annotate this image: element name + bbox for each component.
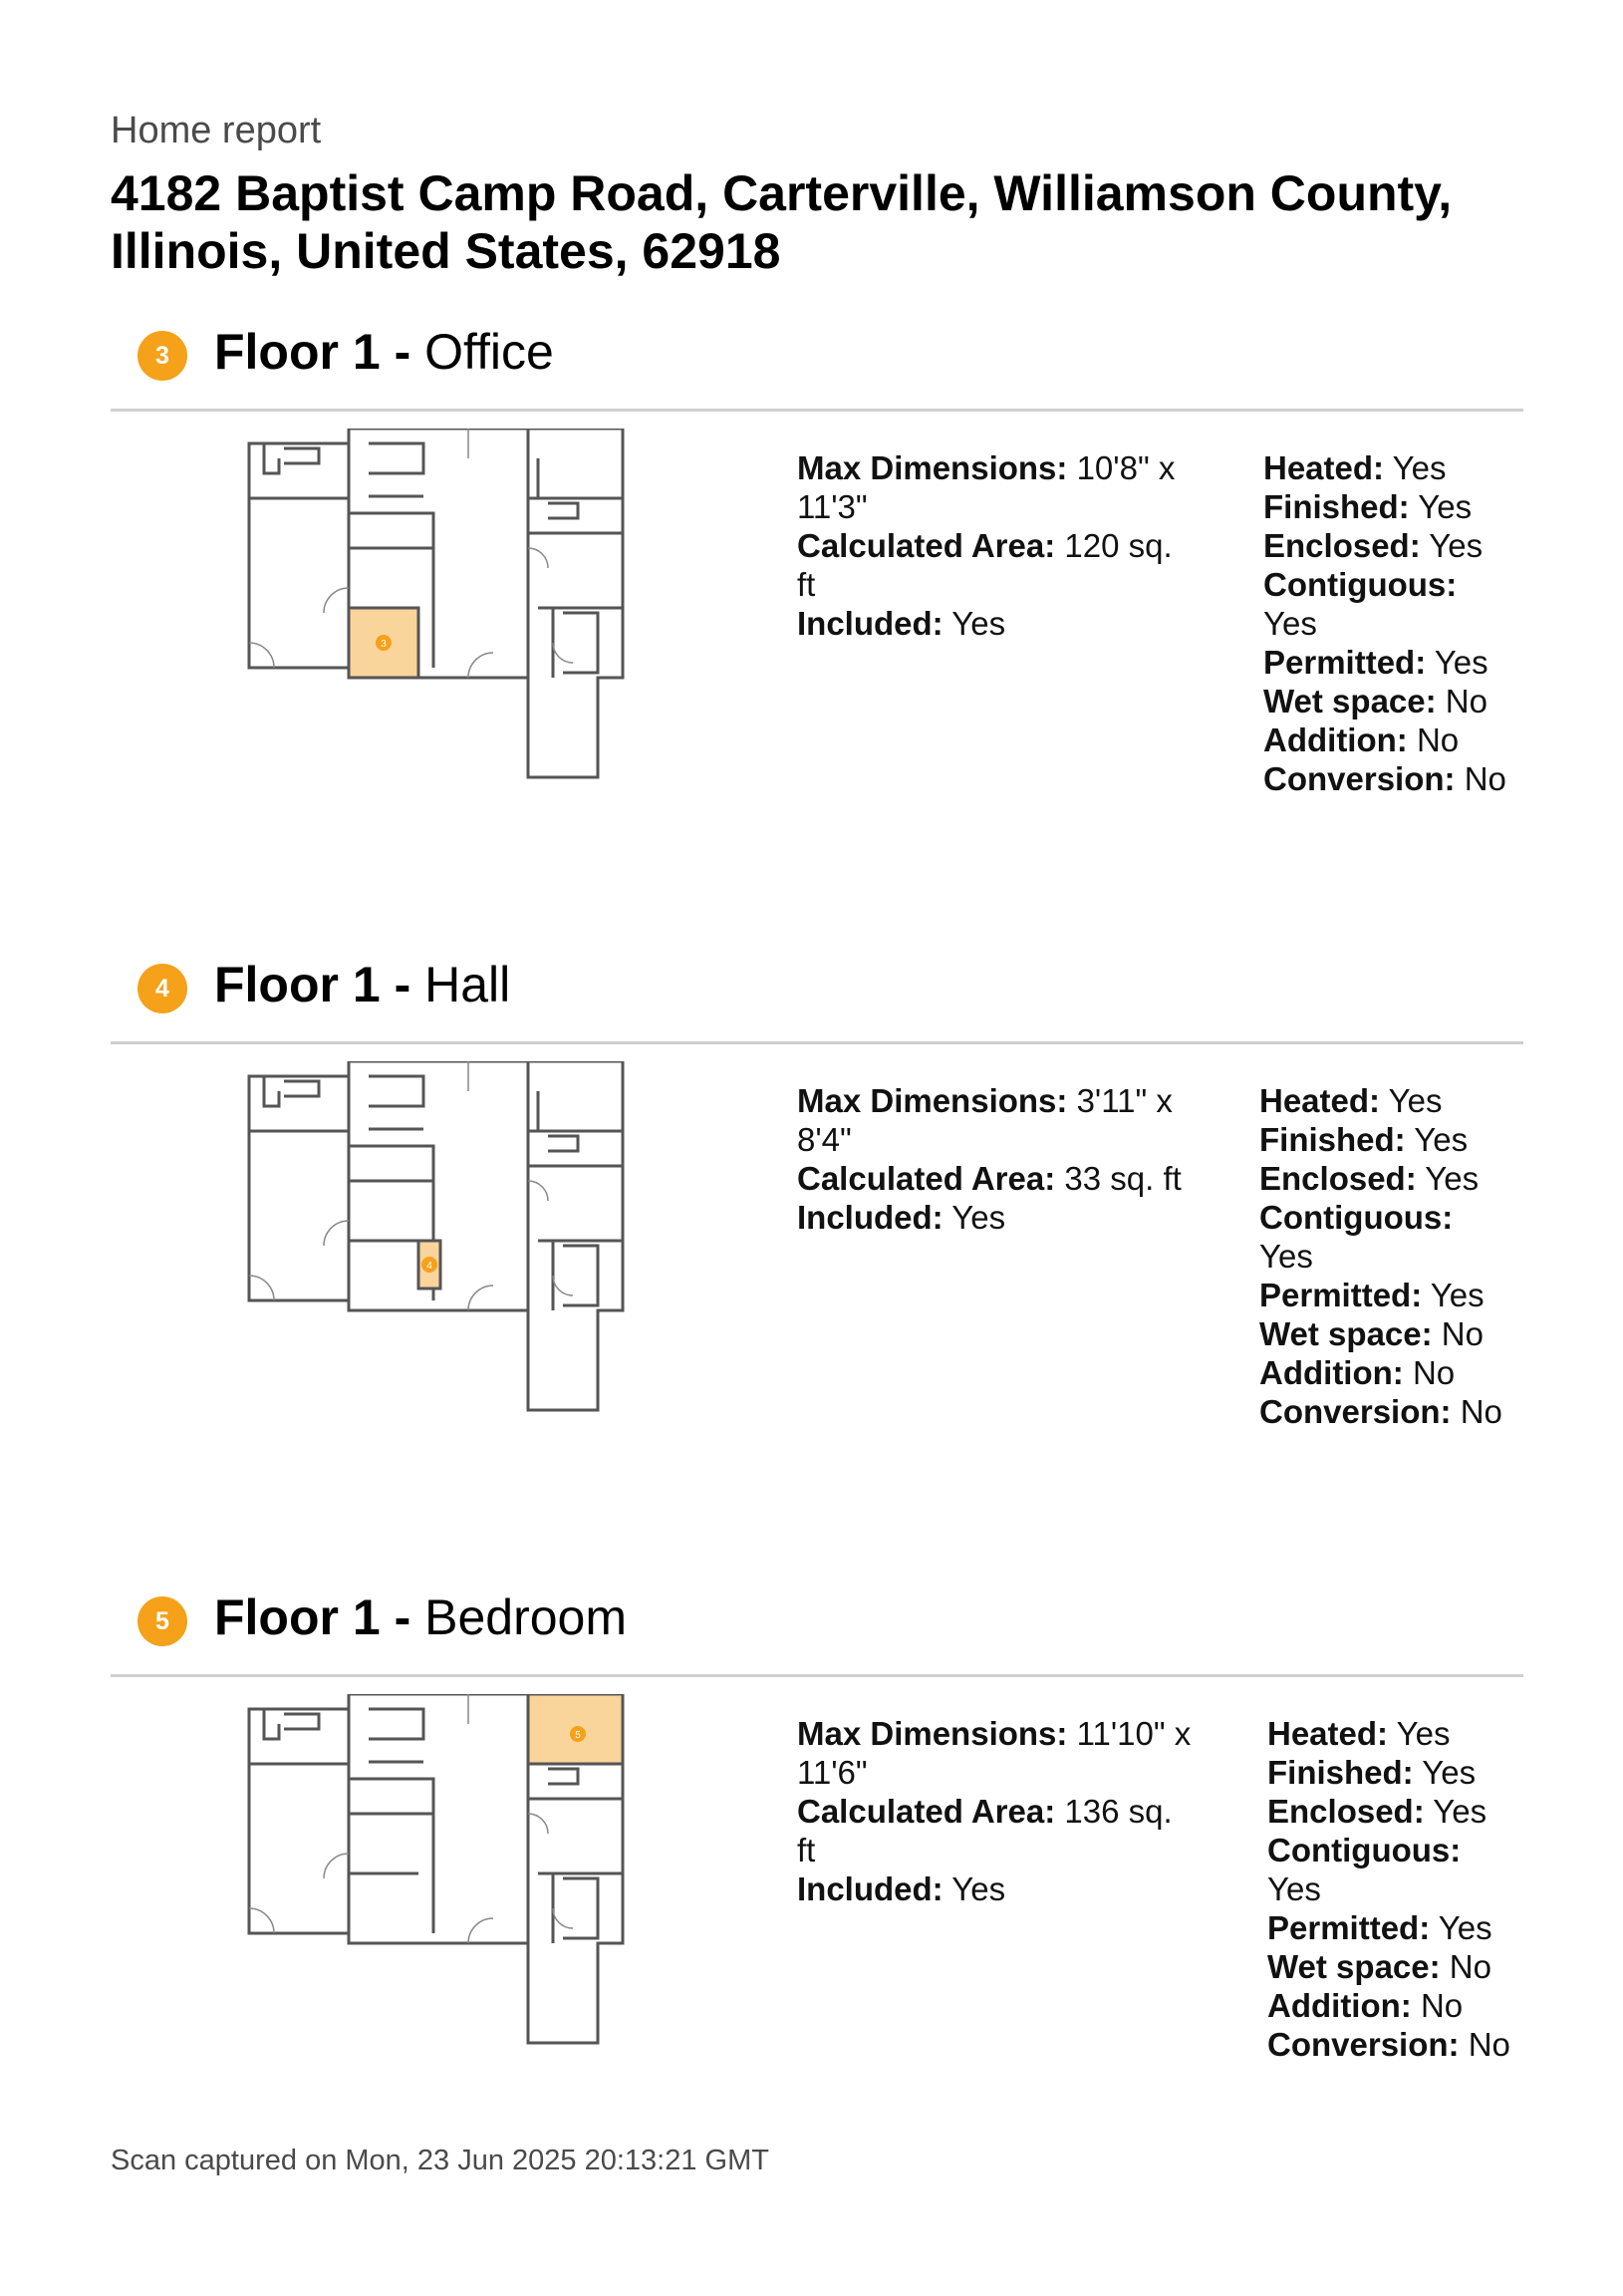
prop-conversion	[1267, 2025, 1516, 2064]
room-section-bedroom	[0, 1584, 1623, 2202]
section-divider	[111, 1041, 1523, 1044]
room-title	[214, 1588, 627, 1646]
room-measurements	[797, 1714, 1196, 1908]
prop-value: Yes	[1425, 1160, 1480, 1197]
plan-room-marker: 5	[575, 1730, 581, 1741]
prop-label: Addition:	[1259, 1354, 1404, 1391]
title-separator: -	[380, 957, 425, 1012]
prop-wet-space	[1259, 1314, 1508, 1353]
prop-value: Yes	[1433, 1793, 1488, 1830]
max-dimensions	[797, 1714, 1196, 1792]
max-dimensions	[797, 448, 1196, 526]
prop-label: Contiguous:	[1267, 1832, 1462, 1868]
area-label: Calculated Area:	[797, 1160, 1056, 1197]
area-value: 136 sq. ft	[797, 1793, 1173, 1868]
prop-label: Heated:	[1259, 1082, 1381, 1119]
prop-label: Permitted:	[1259, 1277, 1423, 1313]
included	[797, 604, 1196, 643]
calculated-area	[797, 1159, 1196, 1198]
prop-value: No	[1449, 1948, 1491, 1985]
prop-label: Contiguous:	[1259, 1199, 1454, 1236]
prop-value: Yes	[1414, 1121, 1469, 1158]
prop-enclosed	[1259, 1159, 1508, 1198]
prop-label: Conversion:	[1267, 2026, 1460, 2063]
section-divider	[111, 1674, 1523, 1677]
prop-finished	[1263, 487, 1512, 526]
floor-plan	[239, 1694, 638, 2063]
prop-value: No	[1464, 760, 1506, 797]
included-label: Included:	[797, 1870, 944, 1907]
prop-permitted	[1267, 1908, 1516, 1947]
floor-plan	[239, 1061, 638, 1430]
prop-value: No	[1460, 1393, 1502, 1430]
prop-label: Heated:	[1267, 1715, 1389, 1752]
prop-value: Yes	[1267, 1870, 1321, 1907]
room-section-hall	[0, 952, 1623, 1570]
prop-value: No	[1420, 1987, 1464, 2024]
prop-label: Finished:	[1267, 1754, 1414, 1791]
floor-plan-drawing	[239, 429, 638, 797]
prop-label: Wet space:	[1263, 683, 1437, 719]
prop-label: Permitted:	[1267, 1909, 1431, 1946]
prop-value: Yes	[1418, 488, 1473, 525]
prop-value: Yes	[1392, 449, 1447, 486]
included-label: Included:	[797, 605, 944, 642]
room-floor: Floor 1	[214, 324, 381, 380]
room-properties	[1263, 448, 1512, 798]
prop-heated	[1267, 1714, 1516, 1753]
included-value: Yes	[951, 1199, 1006, 1236]
room-number-badge: 4	[137, 964, 187, 1013]
plan-room-marker: 4	[426, 1261, 432, 1272]
prop-contiguous	[1259, 1198, 1508, 1276]
prop-conversion	[1259, 1392, 1508, 1431]
prop-value: No	[1412, 1354, 1456, 1391]
scan-captured-timestamp: Scan captured on Mon, 23 Jun 2025 20:13:21 GMT	[111, 2145, 769, 2176]
prop-value: Yes	[1434, 644, 1488, 681]
max-dimensions-label: Max Dimensions:	[797, 1715, 1068, 1752]
max-dimensions-label: Max Dimensions:	[797, 449, 1068, 486]
room-properties	[1267, 1714, 1516, 2064]
prop-label: Conversion:	[1259, 1393, 1452, 1430]
prop-label: Finished:	[1259, 1121, 1406, 1158]
prop-label: Addition:	[1267, 1987, 1412, 2024]
prop-value: Yes	[1388, 1082, 1443, 1119]
area-value: 33 sq. ft	[1064, 1160, 1182, 1197]
title-separator: -	[380, 1589, 425, 1645]
room-floor: Floor 1	[214, 957, 381, 1012]
max-dimensions-value: 10'8" x 11'3"	[797, 449, 1176, 525]
prop-label: Finished:	[1263, 488, 1410, 525]
prop-wet-space	[1263, 682, 1512, 720]
prop-addition	[1259, 1353, 1508, 1392]
prop-value: Yes	[1422, 1754, 1477, 1791]
prop-enclosed	[1267, 1792, 1516, 1831]
max-dimensions-label: Max Dimensions:	[797, 1082, 1068, 1119]
prop-addition	[1267, 1986, 1516, 2025]
max-dimensions	[797, 1081, 1196, 1159]
prop-value: Yes	[1438, 1909, 1492, 1946]
area-value: 120 sq. ft	[797, 527, 1173, 603]
floor-plan-drawing	[239, 1694, 638, 2063]
prop-value: Yes	[1429, 527, 1484, 564]
section-divider	[111, 409, 1523, 412]
prop-heated	[1263, 448, 1512, 487]
prop-value: Yes	[1430, 1277, 1485, 1313]
prop-contiguous	[1263, 565, 1512, 643]
prop-label: Heated:	[1263, 449, 1385, 486]
included-label: Included:	[797, 1199, 944, 1236]
included-value: Yes	[951, 605, 1006, 642]
max-dimensions-value: 11'10" x 11'6"	[797, 1715, 1192, 1791]
room-section-office	[0, 319, 1623, 937]
calculated-area	[797, 526, 1196, 604]
prop-wet-space	[1267, 1947, 1516, 1986]
title-separator: -	[380, 324, 425, 380]
prop-finished	[1267, 1753, 1516, 1792]
prop-label: Wet space:	[1267, 1948, 1441, 1985]
area-label: Calculated Area:	[797, 527, 1056, 564]
room-floor: Floor 1	[214, 1589, 381, 1645]
floor-plan-drawing	[239, 1061, 638, 1430]
prop-value: No	[1468, 2026, 1510, 2063]
room-measurements	[797, 448, 1196, 643]
prop-addition	[1263, 720, 1512, 759]
property-address: 4182 Baptist Camp Road, Carterville, Williamson County, Illinois, United States, 62918	[111, 165, 1453, 279]
room-title	[214, 956, 510, 1013]
prop-value: No	[1416, 721, 1460, 758]
prop-value: Yes	[1263, 605, 1317, 642]
area-label: Calculated Area:	[797, 1793, 1056, 1830]
included-value: Yes	[951, 1870, 1006, 1907]
room-name: Hall	[424, 957, 511, 1012]
room-properties	[1259, 1081, 1508, 1431]
report-label: Home report	[111, 110, 322, 151]
prop-value: No	[1445, 683, 1488, 719]
room-number-badge: 3	[137, 331, 187, 381]
prop-value: No	[1441, 1315, 1484, 1352]
plan-room-marker: 3	[381, 639, 387, 650]
prop-heated	[1259, 1081, 1508, 1120]
floor-plan	[239, 429, 638, 797]
prop-label: Contiguous:	[1263, 566, 1458, 603]
prop-permitted	[1259, 1276, 1508, 1314]
prop-permitted	[1263, 643, 1512, 682]
room-name: Bedroom	[424, 1589, 628, 1645]
prop-contiguous	[1267, 1831, 1516, 1908]
prop-label: Conversion:	[1263, 760, 1456, 797]
included	[797, 1198, 1196, 1237]
calculated-area	[797, 1792, 1196, 1869]
prop-label: Enclosed:	[1267, 1793, 1425, 1830]
prop-label: Wet space:	[1259, 1315, 1433, 1352]
room-name: Office	[424, 324, 554, 380]
room-title	[214, 323, 554, 381]
room-number-badge: 5	[137, 1596, 187, 1646]
prop-finished	[1259, 1120, 1508, 1159]
prop-conversion	[1263, 759, 1512, 798]
prop-label: Permitted:	[1263, 644, 1427, 681]
prop-value: Yes	[1396, 1715, 1451, 1752]
max-dimensions-value: 3'11" x 8'4"	[797, 1082, 1173, 1158]
room-measurements	[797, 1081, 1196, 1237]
prop-label: Enclosed:	[1263, 527, 1421, 564]
prop-enclosed	[1263, 526, 1512, 565]
prop-value: Yes	[1259, 1238, 1313, 1275]
included	[797, 1869, 1196, 1908]
prop-label: Enclosed:	[1259, 1160, 1417, 1197]
prop-label: Addition:	[1263, 721, 1408, 758]
